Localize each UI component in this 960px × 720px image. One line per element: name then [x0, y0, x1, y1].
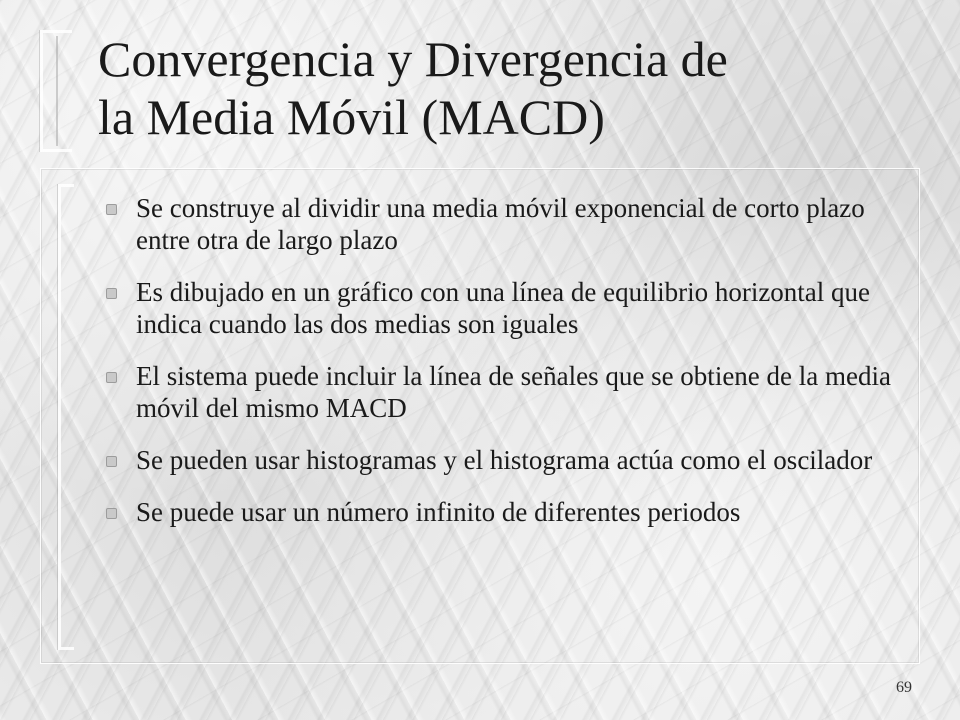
bullet-item: [104, 192, 894, 256]
bullet-item: [104, 496, 894, 528]
title-frame-inner-line: [56, 36, 74, 146]
bullet-text: Es dibujado en un gráfico con una línea de equilibrio horizontal que indica cuando las dos medias son iguales: [136, 277, 871, 339]
square-bullet-icon: [106, 204, 117, 215]
bullet-text: Se pueden usar histogramas y el histograma actúa como el oscilador: [136, 445, 873, 475]
square-bullet-icon: [106, 508, 117, 519]
slide-title-line-1: Convergencia y Divergencia de: [98, 31, 728, 87]
bullet-item: [104, 444, 894, 476]
bullet-text: Se puede usar un número infinito de diferentes periodos: [136, 497, 741, 527]
square-bullet-icon: [106, 456, 117, 467]
bullet-text: El sistema puede incluir la línea de señales que se obtiene de la media móvil del mismo MACD: [136, 361, 891, 423]
bullet-text: Se construye al dividir una media móvil exponencial de corto plazo entre otra de largo plazo: [136, 193, 865, 255]
bullet-item: [104, 360, 894, 424]
slide-title-line-2: la Media Móvil (MACD): [98, 89, 605, 145]
square-bullet-icon: [106, 288, 117, 299]
bullet-list: [104, 192, 894, 548]
page-number: 69: [896, 679, 912, 696]
content-frame-bracket: [58, 184, 74, 650]
slide-title: [98, 30, 918, 146]
square-bullet-icon: [106, 372, 117, 383]
bullet-item: [104, 276, 894, 340]
